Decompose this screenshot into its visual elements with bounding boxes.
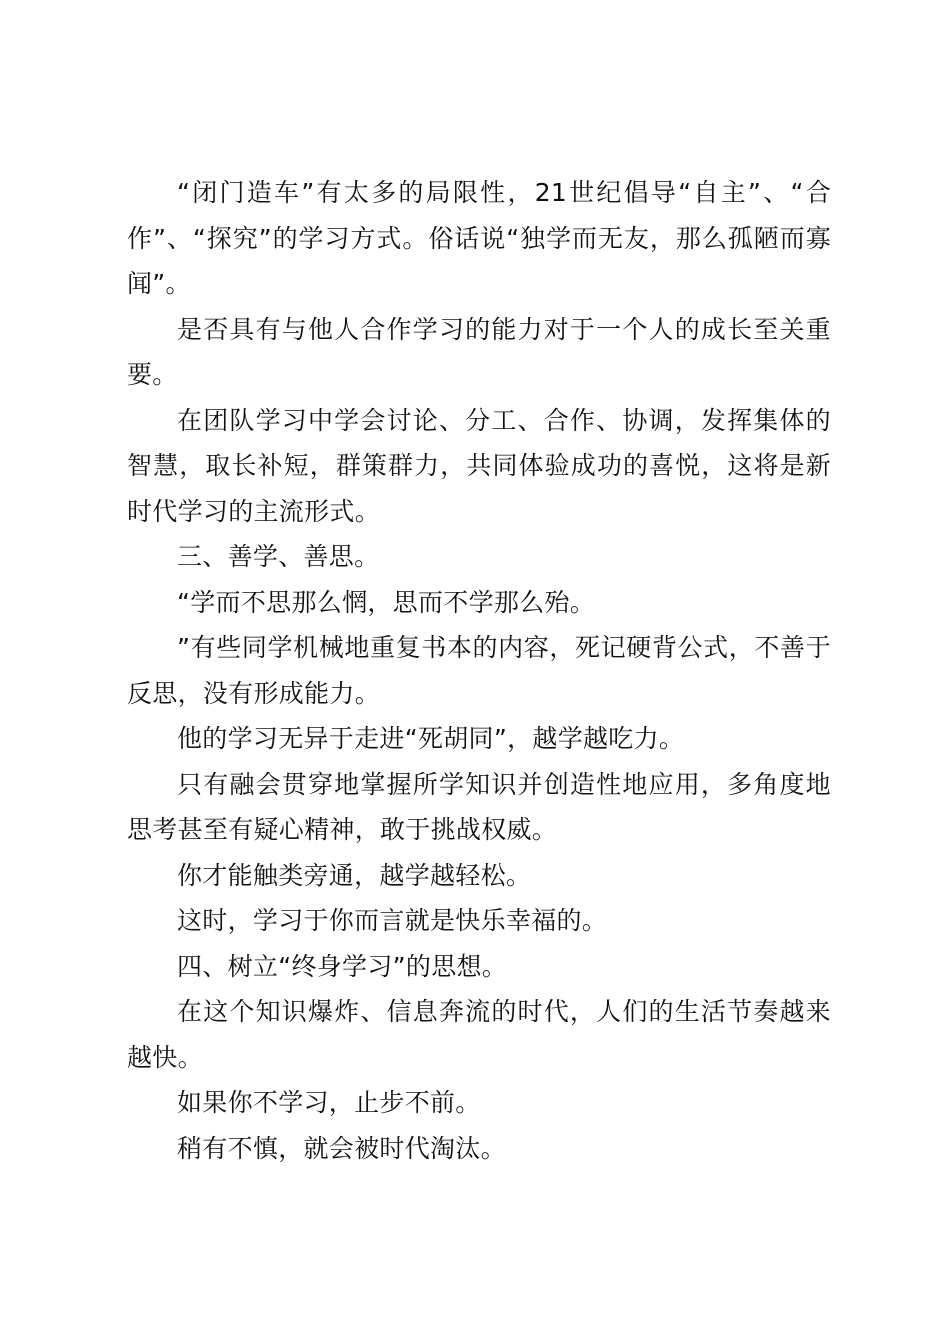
paragraph: “学而不思那么惘，思而不学那么殆。 bbox=[177, 587, 596, 617]
paragraph: 稍有不慎，就会被时代淘汰。 bbox=[177, 1133, 506, 1163]
paragraph: 只有融会贯穿地掌握所学知识并创造性地应用，多角度地思考甚至有疑心精神，敢于挑战权威。 bbox=[127, 769, 831, 844]
section-heading: 三、善学、善思。 bbox=[177, 542, 380, 571]
section-heading: 四、树立“终身学习”的思想。 bbox=[177, 951, 508, 981]
paragraph: 他的学习无异于走进“死胡同”，越学越吃力。 bbox=[177, 724, 685, 753]
document-body bbox=[127, 170, 831, 1171]
paragraph: ”有些同学机械地重复书本的内容，死记硬背公式，不善于反思，没有形成能力。 bbox=[127, 633, 831, 708]
paragraph: 你才能触类旁通，越学越轻松。 bbox=[177, 860, 532, 890]
paragraph: 这时，学习于你而言就是快乐幸福的。 bbox=[177, 906, 608, 935]
paragraph: 如果你不学习，止步不前。 bbox=[177, 1088, 481, 1117]
paragraph: 在团队学习中学会讨论、分工、合作、协调，发挥集体的智慧，取长补短，群策群力，共同体验成功的喜悦，这将是新时代学习的主流形式。 bbox=[127, 405, 831, 526]
paragraph: “闭门造车”有太多的局限性，21世纪倡导“自主”、“合作”、“探究”的学习方式。俗话说“独学而无友，那么孤陋而寡闻”。 bbox=[127, 178, 831, 298]
paragraph: 是否具有与他人合作学习的能力对于一个人的成长至关重要。 bbox=[127, 314, 831, 389]
paragraph: 在这个知识爆炸、信息奔流的时代，人们的生活节奏越来越快。 bbox=[127, 997, 831, 1072]
